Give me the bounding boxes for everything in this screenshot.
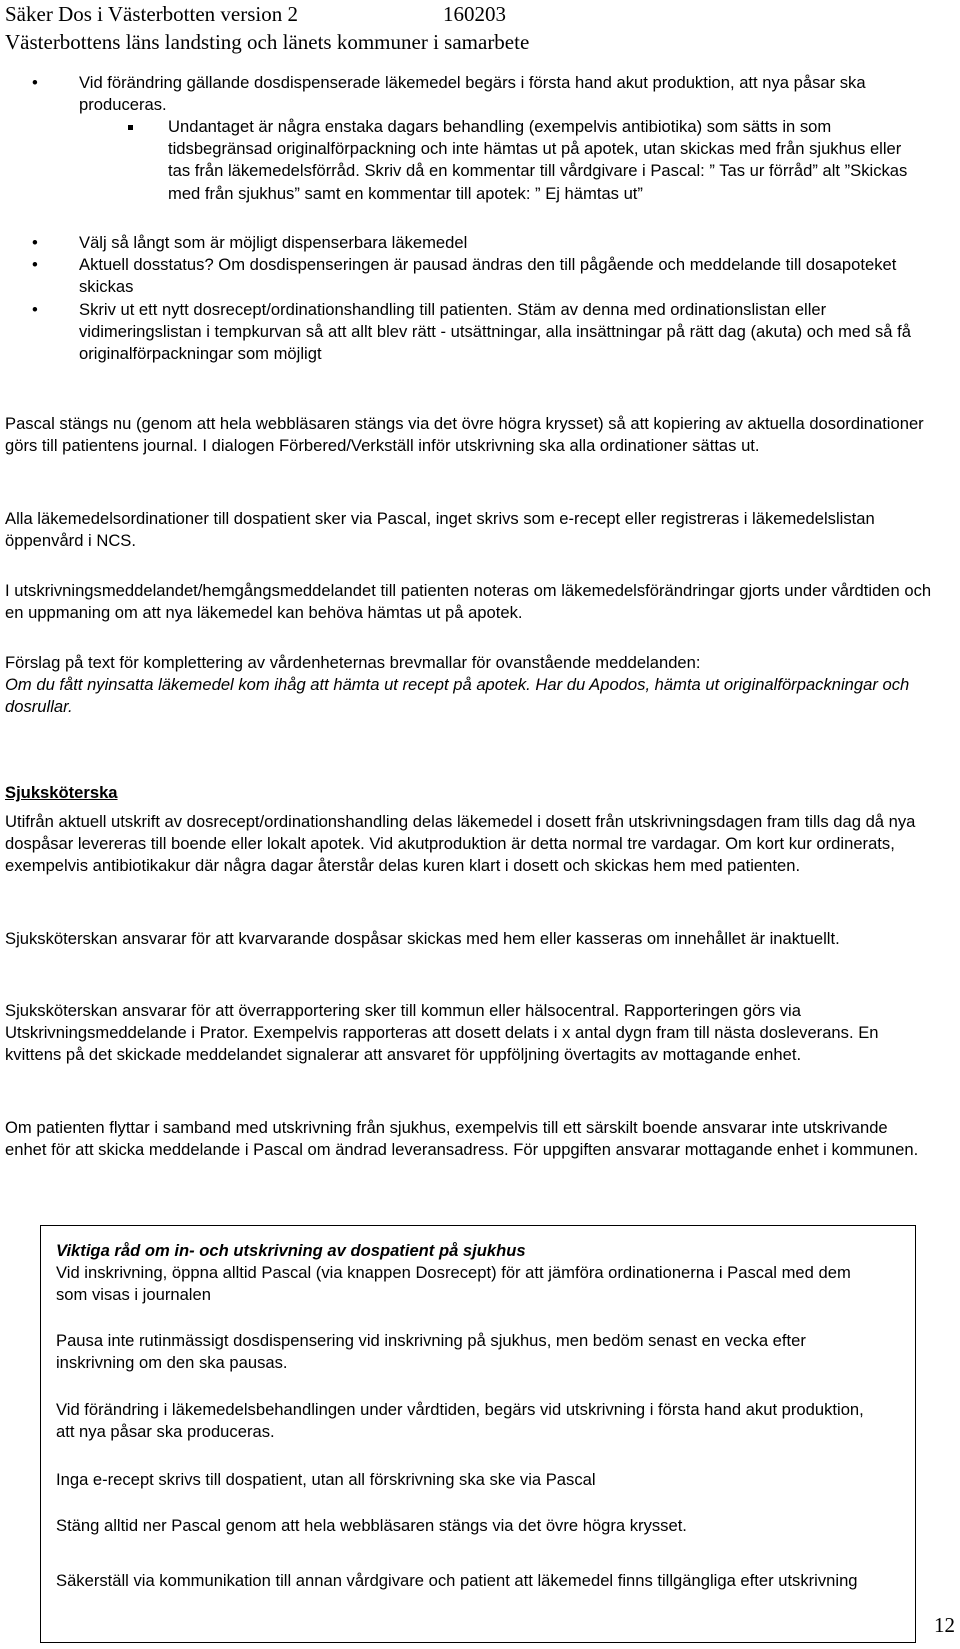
header-subtitle: Västerbottens läns landsting och länets kommuner i samarbete	[5, 30, 530, 54]
paragraph-text-a: Pascal stängs nu (genom att hela webbläsaren stängs via det övre högra krysset) så att kopiering av aktuella dosordinationer görs till patientens journal.	[5, 414, 924, 456]
section-title-nurse: Sjuksköterska	[5, 783, 118, 802]
bullet-text-b: Stäm av denna med ordinationslistan eller vidimeringslistan i tempkurvan så att allt blev rätt - utsättningar, alla insättningar på rätt dag (akuta) och med så få originalförpackningar som möjligt	[79, 299, 911, 364]
nurse-text-a: Sjuksköterskan ansvarar för att överrapportering sker till kommun eller hälsocentral.	[5, 1001, 620, 1020]
bullet-text-a: Skriv ut ett nytt dosrecept/ordinationshandling till patienten.	[79, 299, 513, 319]
square-bullet-icon	[128, 125, 133, 130]
sub-list	[168, 116, 920, 205]
tips-item: Pausa inte rutinmässigt dosdispensering vid inskrivning på sjukhus, men bedöm senast en vecka efter inskrivning om den ska pausas.	[56, 1331, 806, 1373]
bullet-icon: •	[32, 255, 38, 275]
list-item	[32, 232, 919, 254]
tips-box	[40, 1225, 916, 1643]
nurse-text-b: Rapporteringen görs via Utskrivningsmeddelande i Prator.	[5, 1001, 801, 1043]
bullet-text: Välj så långt som är möjligt dispenserbara läkemedel	[79, 233, 468, 252]
nurse-text-a: Utifrån aktuell utskrift av dosrecept/ordinationshandling delas läkemedel i dosett från utskrivningsdagen fram tills dag då nya dospåsar levereras till boende eller lokalt apotek.	[5, 812, 916, 854]
nurse-text-b: Vid akutproduktion är detta normal tre vardagar.	[369, 834, 721, 854]
nurse-paragraph-2: Sjuksköterskan ansvarar för att kvarvarande dospåsar skickas med hem eller kasseras om innehållet är inaktuellt.	[5, 929, 840, 948]
sub-bullet-text-b: Skriv då en kommentar till vårdgivare i Pascal: ” Tas ur förråd” alt ”Skickas med från sjukhus” samt en kommentar till apotek: ” Ej hämtas ut”	[168, 161, 908, 203]
bullet-list-2	[32, 232, 919, 365]
paragraph-discharge-message: I utskrivningsmeddelandet/hemgångsmeddelandet till patienten noteras om läkemedelsförändringar gjorts under vårdtiden och en uppmaning om att nya läkemedel kan behöva hämtas ut på apotek.	[5, 581, 932, 623]
paragraph-letter-template	[5, 652, 935, 719]
nurse-paragraph-4: Om patienten flyttar i samband med utskrivning från sjukhus, exempelvis till ett särskilt boende ansvarar inte utskrivande enhet för att skicka meddelande i Pascal om ändrad leveransadress. För uppgiften ansvarar mottagande enhet i kommunen.	[5, 1118, 919, 1160]
paragraph-text-b: I dialogen Förbered/Verkställ inför utskrivning ska alla ordinationer sättas ut.	[202, 436, 760, 456]
bullet-text-a: Aktuell dosstatus?	[79, 255, 214, 275]
nurse-paragraph-3	[5, 1000, 930, 1067]
tips-item: Vid inskrivning, öppna alltid Pascal (via knappen Dosrecept) för att jämföra ordinationerna i Pascal med dem som visas i journalen	[56, 1263, 851, 1305]
list-item	[32, 254, 919, 298]
paragraph-pascal-close	[5, 413, 935, 457]
bullet-list	[32, 72, 919, 116]
bullet-icon: •	[32, 233, 38, 252]
sub-bullet-text-a: Undantaget är några enstaka dagars behandling (exempelvis antibiotika) som sätts in som tidsbegränsad originalförpackning och inte hämtas ut på apotek, utan skickas med från sjukhus eller tas från läkemedelsförråd.	[168, 117, 902, 181]
nurse-text-d: En kvittens på det skickade meddelandet signalerar att ansvaret för uppföljning övertagits av mottagande enhet.	[5, 1023, 879, 1065]
tips-item: Stäng alltid ner Pascal genom att hela webbläsaren stängs via det övre högra krysset.	[56, 1516, 687, 1535]
paragraph-text: Förslag på text för komplettering av vårdenheternas brevmallar för ovanstående meddelanden:	[5, 653, 701, 672]
tips-item: Vid förändring i läkemedelsbehandlingen under vårdtiden, begärs vid utskrivning i första hand akut produktion, att nya påsar ska produceras.	[56, 1400, 864, 1442]
nurse-paragraph-1	[5, 811, 930, 878]
bullet-icon: •	[32, 299, 38, 319]
nurse-text-c: Exempelvis rapporteras att dosett delats i x antal dygn fram till nästa dosleverans.	[253, 1023, 854, 1043]
tips-item: Säkerställ via kommunikation till annan vårdgivare och patient att läkemedel finns tillgängliga efter utskrivning	[56, 1571, 858, 1590]
nurse-text-c: Om kort kur ordinerats, exempelvis antibiotikakur där några dagar återstår delas kuren klart i dosett och skickas hem med patienten.	[5, 834, 895, 876]
tips-box-title: Viktiga råd om in- och utskrivning av dospatient på sjukhus	[56, 1241, 526, 1260]
tips-item: Inga e-recept skrivs till dospatient, utan all förskrivning ska ske via Pascal	[56, 1470, 596, 1489]
list-item	[32, 299, 919, 366]
list-item	[32, 72, 919, 116]
paragraph-italic-text: Om du fått nyinsatta läkemedel kom ihåg att hämta ut recept på apotek. Har du Apodos, hämta ut originalförpackningar och dosrullar.	[5, 675, 910, 717]
header-title: Säker Dos i Västerbotten version 2	[5, 2, 298, 26]
sub-list-item	[168, 116, 920, 205]
bullet-text-b: Om dosdispenseringen är pausad ändras den till pågående och meddelande till dosapoteket skickas	[79, 255, 897, 297]
page-number: 12	[934, 1613, 955, 1637]
bullet-text: Vid förändring gällande dosdispenserade läkemedel begärs i första hand akut produktion, att nya påsar ska produceras.	[79, 73, 866, 115]
bullet-icon: •	[32, 73, 38, 92]
header-version-date: 160203	[443, 2, 506, 26]
paragraph-ordinations: Alla läkemedelsordinationer till dospatient sker via Pascal, inget skrivs som e-recept eller registreras i läkemedelslistan öppenvård i NCS.	[5, 509, 875, 551]
